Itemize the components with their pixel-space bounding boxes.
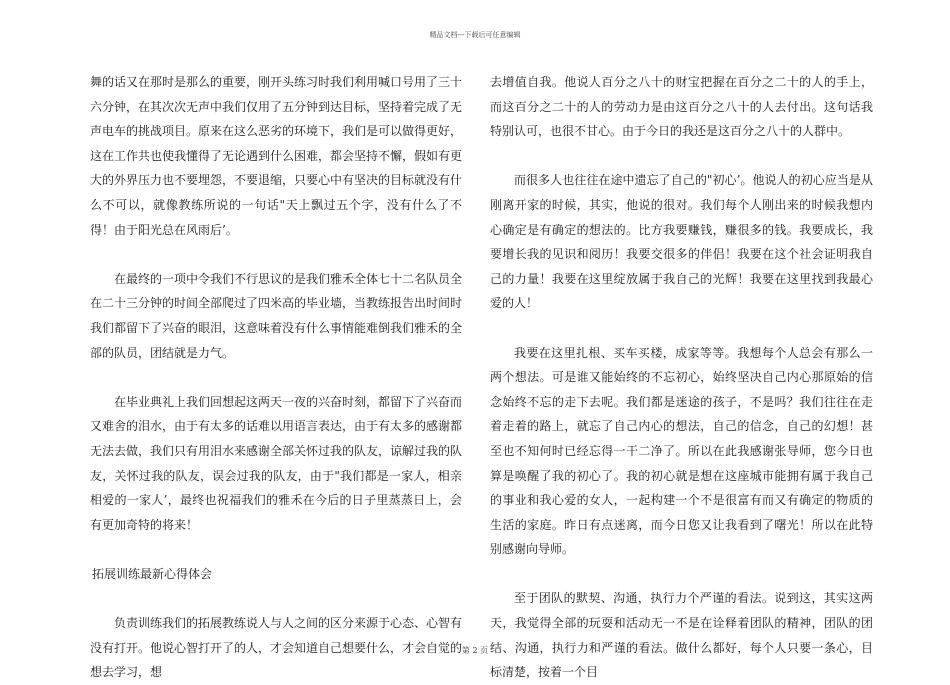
paragraph: 舞的话又在那时是那么的重要，刚开头练习时我们利用喊口号用了三十六分钟，在其次次无声中我们仅用了五分钟到达目标，坚持着完成了无声电车的挑战项目。原来在这么恶劣的环境下，我们是可以做得更好，这在工作共也使我懂得了无论遇到什么困难，都会坚持不懈，假如有更大的外界压力也不要埋怨，不要退缩，只要心中有坚决的目标就没有什么不可以，就像教练所说的一句话"天上飘过五个字，没有什么了不得！由于阳光总在风雨后’。: [90, 75, 463, 237]
page-header: 精品文档---下载后可任意编辑: [429, 31, 521, 39]
paragraph: 在最终的一项中令我们不行思议的是我们雅禾全体七十二名队员全在二十三分钟的时间全部爬过了四米高的毕业墙，当教练报告出时间时我们都留下了兴奋的眼泪，这意味着没有什么事情能难倒我们雅禾的全部的队员，团结就是力气。: [90, 271, 463, 360]
paragraph: 至于团队的默契、沟通，执行力个严谨的看法。说到这，其实这两天，我觉得全部的玩耍和活动无一不是在诠释着团队的精神，团队的团结、沟通，执行力和严谨的看法。做什么都好，每个人只要一条心，目标清楚，按着一个目: [490, 591, 873, 680]
page-number: 第 2 页: [461, 646, 489, 655]
paragraph: 去增值自我。他说人百分之八十的财宝把握在百分之二十的人的手上，而这百分之二十的人的劳动力是由这百分之八十的人去付出。这句话我特别认可，也很不甘心。由于今日的我还是这百分之八十的人群中。: [490, 75, 873, 139]
right-column: [490, 70, 873, 685]
paragraph: 在毕业典礼上我们回想起这两天一夜的兴奋时刻，都留下了兴奋而又难舍的泪水，由于有太多的话难以用语言表达，由于有太多的感谢都无法去做，我们只有用泪水来感谢全部关怀过我的队友，谅解过我的队友，关怀过我的队友，误会过我的队友，由于"我们都是一家人，相亲相爱的一家人’，最终也祝福我们的雅禾在今后的日子里蒸蒸日上，会有更加奇特的将来！: [90, 394, 463, 532]
paragraph: 负责训练我们的拓展教练说人与人之间的区分来源于心态、心智有没有打开。他说心智打开了的人，才会知道自己想要什么，才会自觉的想去学习，想: [90, 616, 463, 680]
paragraph: 而很多人也往往在途中遗忘了自己的"初心’。他说人的初心应当是从刚离开家的时候，其实，他说的很对。我们每个人刚出来的时候我想内心确定是有确定的想法的。比方我要赚钱，赚很多的钱。我要成长，我要增长我的见识和阅历！我要交很多的伴侣！我要在这个社会证明我自己的力量！我要在这里绽放属于我自己的光辉！我要在这里找到我最心爱的人！: [490, 173, 873, 311]
section-heading: 拓展训练最新心得体会: [92, 566, 213, 581]
paragraph: 我要在这里扎根、买车买楼，成家等等。我想每个人总会有那么一两个想法。可是谁又能始终的不忘初心，始终坚决自己内心那原始的信念始终不忘的走下去呢。我们都是迷途的孩子，不是吗？我们往往在走着走着的路上，就忘了自己内心的想法，自己的信念，自己的幻想！甚至也不知何时已经忘得一干二净了。所以在此我感谢张导师，您今日也算是唤醒了我的初心了。我的初心就是想在这座城市能拥有属于我自己的事业和我心爱的女人，一起构建一个不是很富有而又有确定的物质的生活的家庭。昨日有点迷离，而今日您又让我看到了曙光！所以在此特别感谢向导师。: [490, 345, 873, 557]
left-column: [90, 70, 462, 685]
